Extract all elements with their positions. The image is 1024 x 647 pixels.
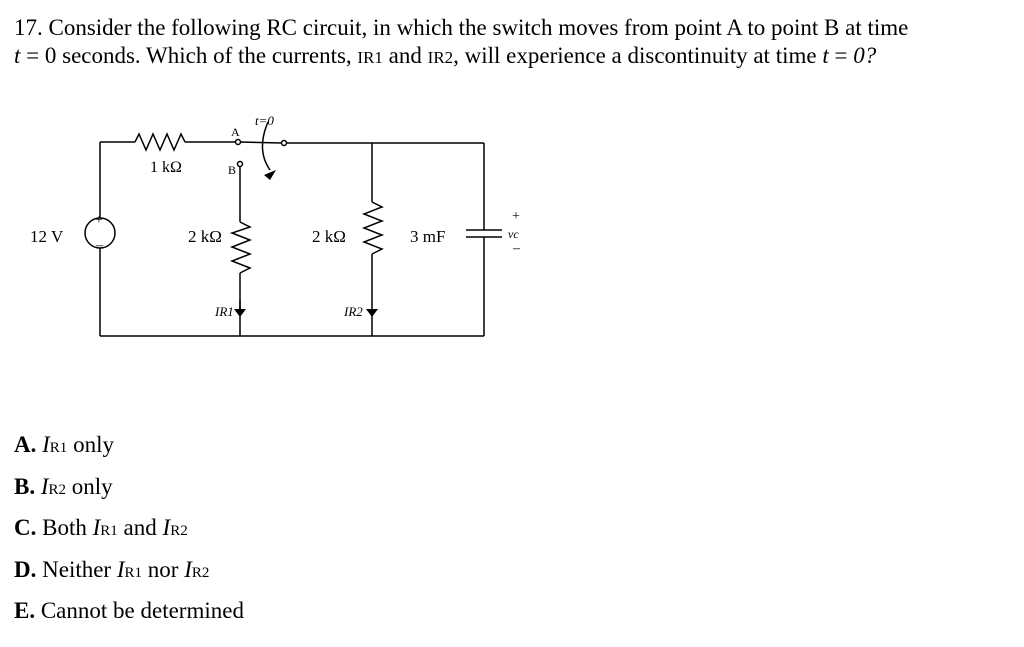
choice-c-current1: I	[92, 515, 101, 540]
choice-c[interactable]	[14, 510, 244, 552]
capacitor-label: 3 mF	[410, 227, 446, 246]
choice-e[interactable]	[14, 593, 244, 635]
vc-plus-sign: +	[512, 209, 520, 224]
resistor-r1-symbol	[232, 222, 250, 273]
question-tail-eq: =	[828, 43, 854, 68]
switch-time-label: t=0	[255, 113, 274, 128]
choice-d-pre: Neither	[36, 556, 117, 582]
choice-a-current: I	[42, 432, 50, 457]
vc-minus-sign: –	[513, 241, 520, 256]
point-a-terminal	[236, 140, 241, 145]
current-ir1-main: I	[357, 48, 364, 67]
choice-d-sub2: R2	[191, 564, 210, 581]
choice-d[interactable]	[14, 552, 244, 594]
switch-pivot	[282, 141, 287, 146]
choice-d-mid: nor	[142, 556, 185, 582]
question-zero: 0?	[853, 43, 877, 68]
choice-d-current1: I	[116, 556, 125, 582]
choice-d-letter: D.	[14, 556, 37, 582]
switch-arrow-icon	[264, 170, 276, 180]
question-eq-zero: = 0 seconds. Which of the currents,	[20, 43, 358, 68]
point-b-label: B	[228, 163, 237, 177]
resistor-1k-label: 1 kΩ	[150, 159, 182, 176]
choice-a-suffix: only	[67, 432, 114, 457]
choice-b[interactable]	[14, 469, 244, 511]
time-variable: t	[14, 43, 21, 68]
choice-c-pre: Both	[36, 515, 93, 540]
question-line1: Consider the following RC circuit, in which the switch moves from point A to point B at time	[48, 15, 909, 40]
choice-c-sub1: R1	[100, 523, 118, 539]
question-and: and	[382, 43, 428, 68]
question-text	[14, 14, 1014, 72]
current-ir2-main: I	[427, 48, 434, 67]
source-minus-sign: –	[96, 238, 103, 253]
resistor-r1-label: 2 kΩ	[188, 227, 222, 246]
vc-label: vc	[508, 227, 519, 241]
current-ir1-sub: R1	[363, 48, 383, 67]
choice-b-current: I	[40, 473, 49, 499]
ir1-arrow-icon	[234, 309, 246, 317]
choice-a[interactable]	[14, 427, 244, 469]
resistor-r2-label: 2 kΩ	[312, 227, 346, 246]
point-b-terminal	[238, 162, 243, 167]
question-tail: , will experience a discontinuity at time	[453, 43, 823, 68]
switch-motion-arc	[262, 122, 270, 170]
resistor-r2-symbol	[364, 202, 382, 254]
ir1-label: IR1	[215, 304, 234, 319]
choice-d-sub1: R1	[124, 564, 143, 581]
choice-a-letter: A.	[14, 432, 37, 457]
choice-e-letter: E.	[14, 598, 36, 623]
rc-circuit-diagram	[0, 100, 560, 360]
choice-c-sub2: R2	[170, 523, 188, 539]
choice-e-text: Cannot be determined	[35, 598, 244, 623]
ir2-label: IR2	[344, 304, 363, 319]
switch-arm	[240, 142, 282, 143]
ir2-arrow-icon	[366, 309, 378, 317]
choice-b-letter: B.	[14, 473, 36, 499]
current-ir2-sub: R2	[433, 48, 454, 67]
choice-d-current2: I	[184, 556, 192, 582]
choice-c-mid: and	[117, 515, 163, 540]
answer-choices	[14, 427, 244, 635]
time-variable-2: t	[822, 43, 829, 68]
choice-a-sub: R1	[49, 440, 68, 456]
source-voltage-label: 12 V	[30, 227, 64, 246]
point-a-label: A	[231, 125, 240, 139]
source-plus-sign: +	[95, 213, 103, 228]
resistor-1k-symbol	[135, 134, 185, 150]
choice-b-suffix: only	[66, 473, 113, 499]
question-number: 17.	[14, 15, 43, 40]
choice-c-letter: C.	[14, 515, 37, 540]
choice-c-current2: I	[162, 515, 171, 540]
choice-b-sub: R2	[48, 481, 67, 498]
